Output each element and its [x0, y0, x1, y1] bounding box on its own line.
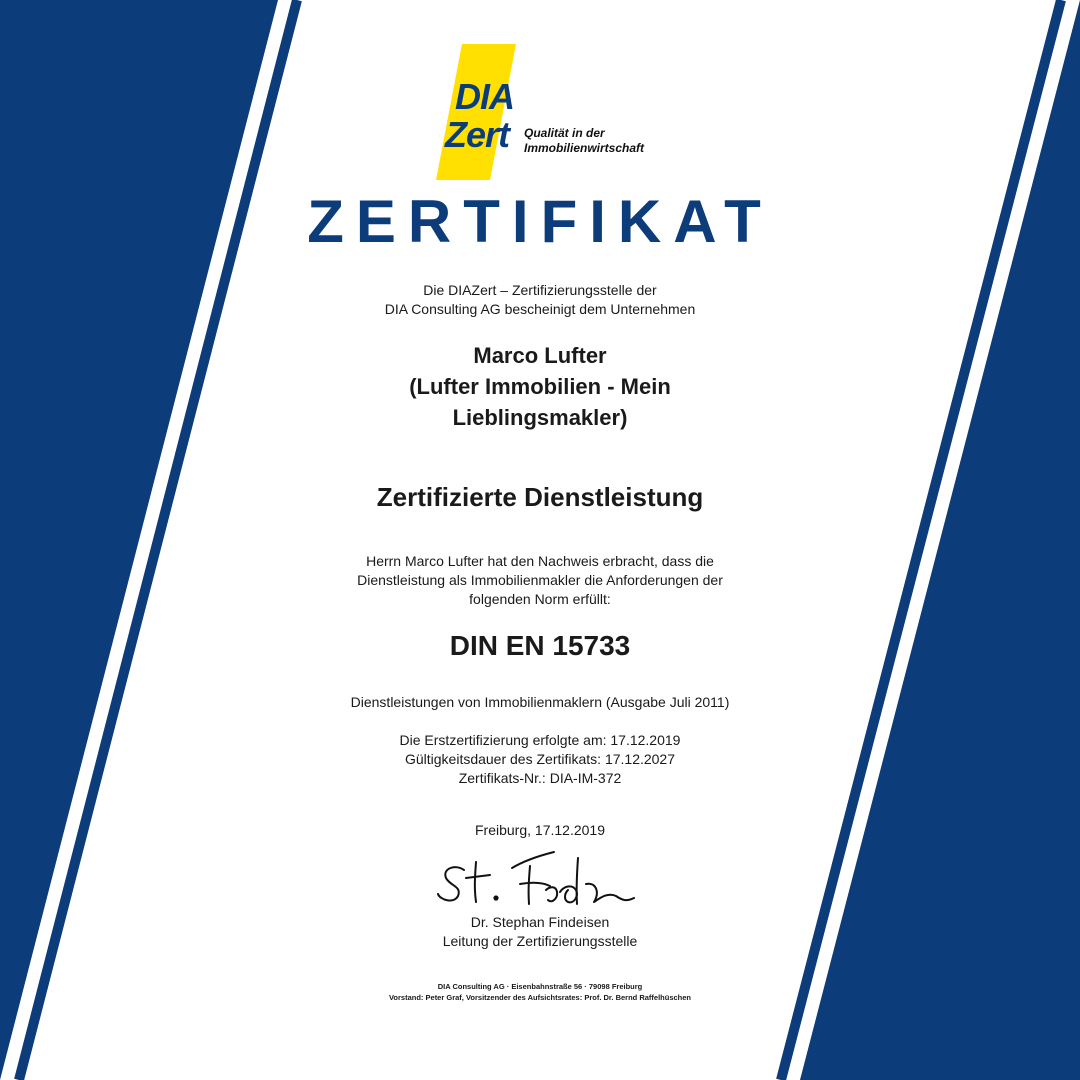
proof-line-2: Dienstleistung als Immobilienmakler die Anforderungen der	[357, 572, 723, 588]
signer-role: Leitung der Zertifizierungsstelle	[442, 933, 638, 949]
signer-block	[290, 913, 790, 951]
logo-line-2: Zert	[445, 114, 510, 155]
diazert-logo	[443, 78, 513, 154]
left-navy-band	[0, 0, 278, 1080]
intro-line-1: Die DIAZert – Zertifizierungsstelle der	[423, 282, 657, 298]
place-and-date: Freiburg, 17.12.2019	[475, 822, 605, 838]
validity-date: Gültigkeitsdauer des Zertifikats: 17.12.2027	[404, 751, 676, 767]
proof-line-1: Herrn Marco Lufter hat den Nachweis erbracht, dass die	[366, 553, 714, 569]
company-line-1: Marco Lufter	[473, 343, 607, 368]
signer-name: Dr. Stephan Findeisen	[470, 914, 610, 930]
proof-text	[290, 552, 790, 609]
first-certification-date: Die Erstzertifizierung erfolgte am: 17.12.2019	[399, 732, 681, 748]
footer-line-2: Vorstand: Peter Graf, Vorsitzender des Aufsichtsrates: Prof. Dr. Bernd Raffelhüschen	[388, 993, 691, 1002]
logo-line-1: DIA	[455, 76, 514, 117]
right-navy-band	[800, 0, 1080, 1080]
norm-description: Dienstleistungen von Immobilienmaklern (Ausgabe Juli 2011)	[350, 694, 730, 710]
company-name	[290, 340, 790, 433]
logo-slogan	[524, 126, 684, 156]
logo-slogan-line-1: Qualität in der	[524, 126, 605, 140]
intro-text	[290, 281, 790, 319]
footer-imprint	[290, 981, 790, 1003]
footer-line-1: DIA Consulting AG · Eisenbahnstraße 56 · 79098 Freiburg	[437, 982, 643, 991]
logo-slogan-line-2: Immobilienwirtschaft	[524, 141, 645, 155]
proof-line-3: folgenden Norm erfüllt:	[469, 591, 611, 607]
certificate-number: Zertifikats-Nr.: DIA-IM-372	[458, 770, 622, 786]
company-line-2: (Lufter Immobilien - Mein	[409, 374, 671, 399]
handwritten-signature	[430, 848, 660, 914]
certificate-title: ZERTIFIKAT	[307, 188, 773, 255]
service-heading: Zertifizierte Dienstleistung	[376, 482, 704, 512]
certificate-dates	[290, 731, 790, 788]
norm-title: DIN EN 15733	[449, 630, 631, 661]
intro-line-2: DIA Consulting AG bescheinigt dem Unternehmen	[384, 301, 696, 317]
company-line-3: Lieblingsmakler)	[452, 405, 628, 430]
